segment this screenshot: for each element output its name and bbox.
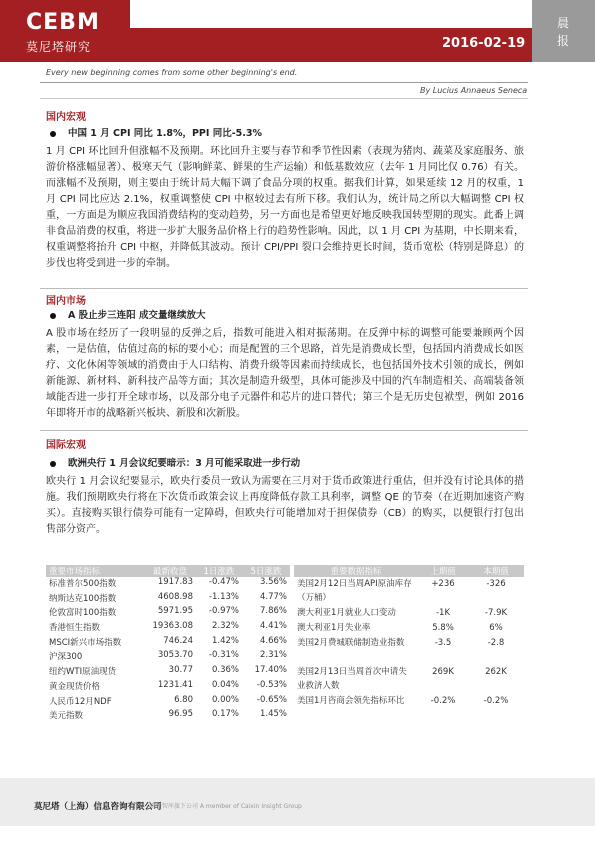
table-cell: 美国2月13日当周首次申请失业救济人数 <box>297 667 407 691</box>
table-cell: 6.80 <box>174 694 193 705</box>
table-cell: 0.36% <box>211 665 239 676</box>
table-cell: -0.53% <box>256 679 287 690</box>
table-cell: 4.66% <box>259 635 287 646</box>
section-title-intl-macro: 国际宏观 <box>46 440 86 451</box>
table-header-row <box>46 565 290 577</box>
page-header <box>0 0 595 62</box>
section-title-domestic-macro: 国内宏观 <box>46 112 86 123</box>
quote-author: By Lucius Annaeus Seneca <box>420 86 528 95</box>
table-cell: 澳大利亚1月失业率 <box>297 623 371 633</box>
table-cell: -3.5 <box>434 638 452 648</box>
table-row <box>294 577 524 606</box>
table-row <box>294 665 524 694</box>
table-cell: -326 <box>486 579 506 589</box>
table-row <box>294 621 524 636</box>
table-cell: -2.8 <box>487 638 505 648</box>
table-row <box>46 650 290 665</box>
table-cell: -0.2% <box>430 696 456 706</box>
table-cell: 262K <box>485 667 507 677</box>
quote-divider <box>40 82 528 83</box>
section-body: A 股市场在经历了一段明显的反弹之后，指数可能进入相对振荡期。在反弹中标的调整可能要兼顾两个因素，一是估值，估值过高的标的要小心；而是配置的三个思路，首先是消费成长型，包括国内消费成长如医疗、文化休闲等领域的消费由于人口结构、消费升级等因素而持续成长，也包括国外技术引领的成长，例如新能源、新材料、新科技产品等方面；其次是制造升级型，具体可能涉及中国的汽车制造相关、高端装备领域能否进一步打开全球市场，以及部分电子元器件和芯片的进口替代；第三个是无历史包袱型，例如 2016 年即将开市的战略新兴板块、新股和次新股。 <box>46 328 524 419</box>
table-cell: 1.42% <box>211 635 239 646</box>
table-cell: 17.40% <box>254 665 287 676</box>
table-header-row <box>294 565 524 577</box>
bullet-icon <box>50 461 56 467</box>
bullet-text: A 股止步三连阳 成交量继续放大 <box>68 310 206 321</box>
table-row <box>46 665 290 680</box>
table-cell: 美国1月咨商会领先指标环比 <box>297 696 405 706</box>
logo: CEBM <box>26 10 100 35</box>
column-header: 本期值 <box>468 565 524 577</box>
table-cell: 4.77% <box>259 591 287 602</box>
table-cell: 香港恒生指数 <box>49 623 101 634</box>
table-cell: -0.47% <box>208 577 239 587</box>
table-cell: -0.65% <box>256 694 287 705</box>
table-row <box>294 636 524 665</box>
column-header: 1日涨跌 <box>196 565 242 577</box>
bullet-text: 欧洲央行 1 月会议纪要暗示：3 月可能采取进一步行动 <box>68 458 301 469</box>
table-row <box>46 592 290 607</box>
table-cell: -7.9K <box>484 608 508 618</box>
report-tag: 晨报 <box>556 16 569 48</box>
bullet-icon <box>50 313 56 319</box>
table-cell: 0.17% <box>211 709 239 720</box>
header-rule <box>40 98 528 99</box>
table-cell: 美国2月12日当周API原油库存（万桶） <box>297 579 412 603</box>
table-row <box>46 636 290 651</box>
table-row <box>46 577 290 592</box>
market-indicator-table <box>46 565 290 724</box>
table-cell: 5.8% <box>432 623 454 633</box>
column-header: 最新收盘 <box>144 565 196 577</box>
section-bullet <box>50 125 262 139</box>
table-row <box>46 695 290 710</box>
table-cell: 纳斯达克100指数 <box>49 593 117 604</box>
table-cell: 6% <box>489 623 503 633</box>
logo-subtitle: 莫尼塔研究 <box>26 40 92 54</box>
footer-note: 财新智库旗下公司 A member of Caixin Insight Group <box>150 803 302 810</box>
table-cell: 0.04% <box>211 679 239 690</box>
section-body: 1 月 CPI 环比回升但涨幅不及预期。环比回升主要与春节和季节性因素（表现为猪肉、蔬菜及家庭服务、旅游价格涨幅显著）、极寒天气（影响鲜菜、鲜果的生产运输）和低基数效应（去年 1 月同比仅 0.76）有关。而涨幅不及预期，则主要由于统计局大幅下调了食品分项的权重。据我们计算，如果延续 12 月的权重，1 月 CPI 同比应达 2.1%，权重调整使 CPI 中枢较过去有所下移。我们认为，统计局之所以大幅调整 CPI 权重，一方面是为顺应我国消费结构的变动趋势，另一方面也是希望更好地反映我国转型期的现实。此番上调非食品消费的权重，将进一步扩大服务品价格上行的趋势性影响。因此，以 1 月 CPI 为基期，中长期来看，权重调整将抬升 CPI 中枢，并降低其波动。预计 CPI/PPI 裂口会维持更长时间，货币宽松（特别是降息）的步伐也将受到进一步的牵制。 <box>46 146 524 269</box>
table-cell: -1K <box>435 608 451 618</box>
section-bullet <box>50 455 300 469</box>
table-cell: -0.31% <box>208 650 239 661</box>
column-header: 5日涨跌 <box>242 565 290 577</box>
table-row <box>46 709 290 724</box>
table-cell: 标准普尔500指数 <box>49 579 117 589</box>
table-cell: 4.41% <box>259 621 287 632</box>
table-cell: 3.56% <box>259 577 287 587</box>
table-cell: 黄金现货价格 <box>49 681 101 692</box>
table-cell: 96.95 <box>168 709 193 720</box>
table-cell: 4608.98 <box>157 591 193 602</box>
section-divider <box>40 288 528 289</box>
bullet-icon <box>50 131 56 137</box>
report-date: 2016-02-19 <box>442 36 526 51</box>
table-cell: 2.31% <box>259 650 287 661</box>
table-cell: 美国2月费城联储制造业指数 <box>297 638 405 648</box>
table-cell: 0.00% <box>211 694 239 705</box>
table-cell: 人民币12月NDF <box>49 696 112 707</box>
column-header: 上期值 <box>418 565 468 577</box>
table-cell: 沪深300 <box>49 652 83 663</box>
table-cell: 30.77 <box>168 665 193 676</box>
table-row <box>46 621 290 636</box>
column-header: 重要市场指标 <box>46 565 144 577</box>
column-header: 重要数据指标 <box>294 565 418 577</box>
table-cell: 3053.70 <box>157 650 193 661</box>
table-row <box>294 694 524 723</box>
quote-text: Every new beginning comes from some other beginning's end. <box>46 68 298 77</box>
section-title-domestic-market: 国内市场 <box>46 296 86 307</box>
section-divider <box>40 430 528 431</box>
table-cell: 美元指数 <box>49 711 84 722</box>
table-row <box>46 606 290 621</box>
table-cell: 1231.41 <box>157 679 193 690</box>
table-cell: 纽约WTI原油现货 <box>49 667 117 678</box>
bullet-text: 中国 1 月 CPI 同比 1.8%，PPI 同比-5.3% <box>68 128 263 139</box>
table-cell: 7.86% <box>259 606 287 617</box>
table-cell: -1.13% <box>208 591 239 602</box>
table-cell: 澳大利亚1月就业人口变动 <box>297 608 396 618</box>
table-cell: 746.24 <box>163 635 193 646</box>
table-cell: -0.2% <box>483 696 509 706</box>
section-body: 欧央行 1 月会议纪要显示，欧央行委员一致认为需要在三月对于货币政策进行重估，但并没有讨论具体的措施。我们预期欧央行将在下次货币政策会议上再度降低存款工具利率，调整 QE 的节奏（在近期加速资产购买）。直接购买银行债券可能有一定障碍，但欧央行可能增加对于担保债券（CB）的购买，以便银行打包出售部分资产。 <box>46 476 524 535</box>
table-cell: 269K <box>432 667 454 677</box>
section-bullet <box>50 307 205 321</box>
economic-data-table <box>294 565 524 723</box>
table-cell: 1917.83 <box>157 577 193 587</box>
footer-company: 莫尼塔（上海）信息咨询有限公司 <box>34 802 162 812</box>
table-cell: 5971.95 <box>157 606 193 617</box>
table-cell: MSCI新兴市场指数 <box>49 637 122 648</box>
table-cell: 2.32% <box>211 621 239 632</box>
table-row <box>46 680 290 695</box>
table-cell: +236 <box>431 579 455 589</box>
table-cell: 1.45% <box>259 709 287 720</box>
table-cell: 伦敦富时100指数 <box>49 608 117 619</box>
table-cell: -0.97% <box>208 606 239 617</box>
table-row <box>294 606 524 621</box>
table-cell: 19363.08 <box>152 621 193 632</box>
